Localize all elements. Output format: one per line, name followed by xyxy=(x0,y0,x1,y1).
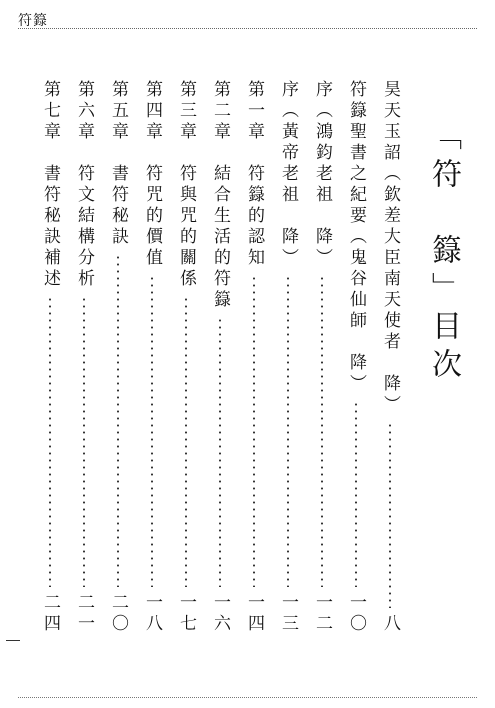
toc-entry-label: 第四章 符咒的價值 xyxy=(142,80,162,269)
leader-dots xyxy=(151,275,153,587)
toc-entry[interactable] xyxy=(310,80,334,635)
toc-entry[interactable] xyxy=(242,80,266,635)
leader-dots xyxy=(83,296,85,587)
running-header: 符籙 xyxy=(18,13,48,29)
toc-entry-label: 序（鴻鈞老祖 降） xyxy=(312,80,332,269)
toc-entry-page: 一六 xyxy=(210,593,230,635)
leader-dots xyxy=(253,275,255,587)
toc-entry-page: 一〇 xyxy=(346,593,366,635)
toc-entry-label: 第三章 符與咒的關係 xyxy=(176,80,196,290)
toc-entry-label: 第一章 符籙的認知 xyxy=(244,80,264,269)
leader-dots xyxy=(389,422,391,608)
leader-dots xyxy=(49,296,51,587)
toc-entry-page: 一七 xyxy=(176,593,196,635)
margin-mark xyxy=(6,640,20,641)
toc-entry-label: 第五章 書符秘訣 xyxy=(108,80,128,248)
leader-dots xyxy=(287,275,289,587)
toc-entry[interactable] xyxy=(140,80,164,635)
toc-entry[interactable] xyxy=(208,80,232,635)
toc-entry-page: 二〇 xyxy=(108,593,128,635)
leader-dots xyxy=(321,275,323,587)
toc-entry-page: 一八 xyxy=(142,593,162,635)
footer-rule xyxy=(18,697,477,698)
toc-entry-label: 符籙聖書之紀要（鬼谷仙師 降） xyxy=(346,80,366,395)
leader-dots xyxy=(219,317,221,587)
toc-entry-page: 八 xyxy=(380,614,400,635)
toc-entry-label: 第二章 結合生活的符籙 xyxy=(210,80,230,311)
leader-dots xyxy=(185,296,187,587)
toc-entry-page: 二一 xyxy=(74,593,94,635)
toc-entry[interactable] xyxy=(344,80,368,635)
toc-entry[interactable] xyxy=(174,80,198,635)
toc-entry[interactable] xyxy=(38,80,62,635)
toc-title: 「符 籙」目次 xyxy=(426,120,461,386)
leader-dots xyxy=(117,254,119,587)
leader-dots xyxy=(355,401,357,587)
toc-entry[interactable] xyxy=(276,80,300,635)
toc-entry-label: 第六章 符文結構分析 xyxy=(74,80,94,290)
toc-entry[interactable] xyxy=(378,80,402,635)
toc-entry-label: 昊天玉詔（欽差大臣南天使者 降） xyxy=(380,80,400,416)
toc-entry-label: 第七章 書符秘訣補述 xyxy=(40,80,60,290)
toc-entry[interactable] xyxy=(106,80,130,635)
toc-entry[interactable] xyxy=(72,80,96,635)
toc-entry-label: 序（黃帝老祖 降） xyxy=(278,80,298,269)
toc-entry-page: 一二 xyxy=(312,593,332,635)
toc-entry-page: 一四 xyxy=(244,593,264,635)
header-rule xyxy=(18,28,477,29)
toc-entry-page: 一三 xyxy=(278,593,298,635)
toc-entry-page: 二四 xyxy=(40,593,60,635)
